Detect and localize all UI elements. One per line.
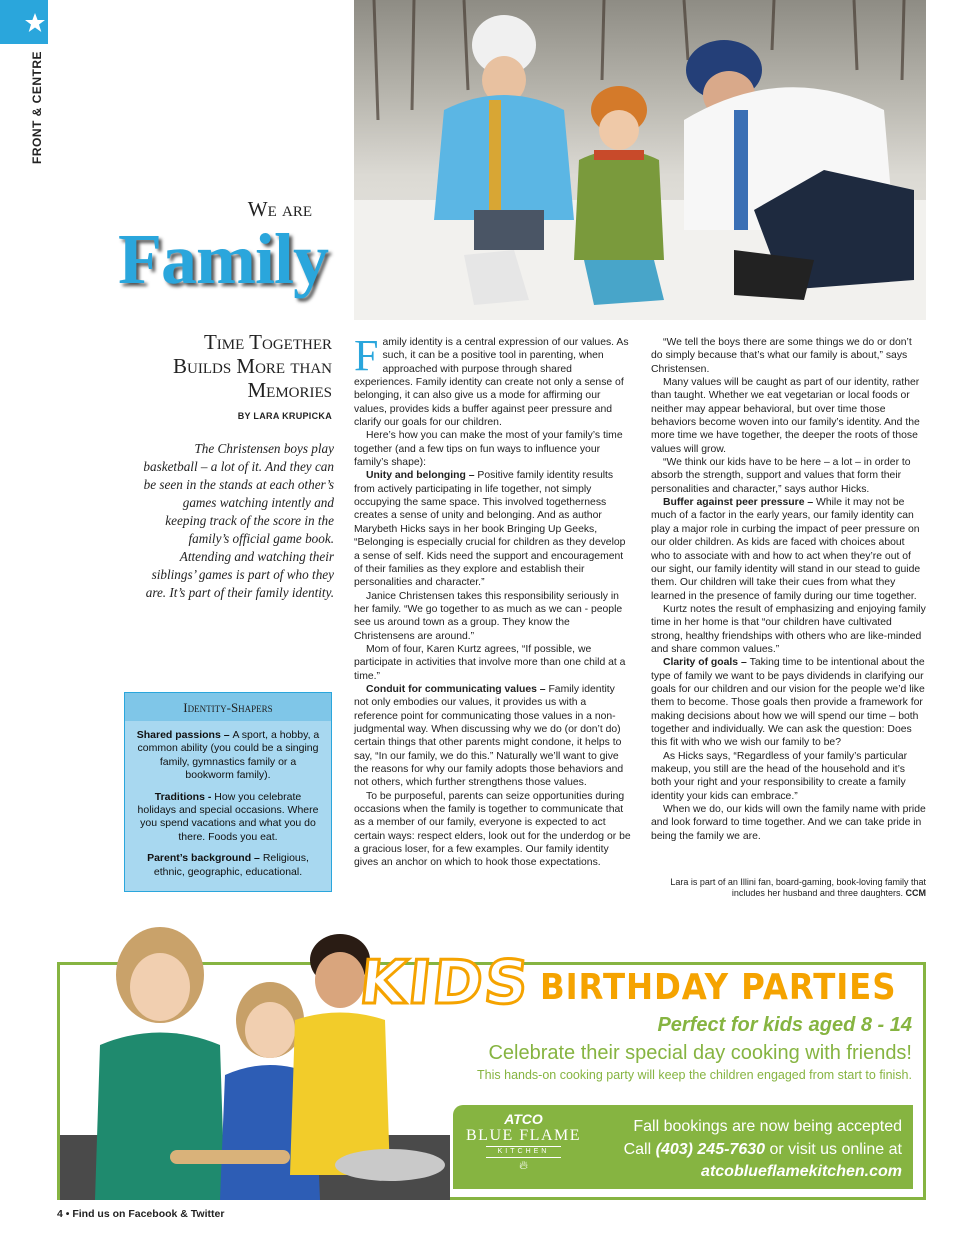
box-item-text: Religious, ethnic, geographic, educational.: [153, 852, 309, 878]
ad-phone-line: Call (403) 245-7630 or visit us online at: [623, 1141, 902, 1158]
ad-birthday-parties-title: BIRTHDAY PARTIES: [540, 967, 897, 1008]
box-title: Identity-Shapers: [125, 693, 331, 721]
ad-kids-title: KIDS: [356, 948, 534, 1018]
family-skating-photo: [354, 0, 926, 320]
subheadline: [120, 330, 332, 402]
article-paragraph: Conduit for communicating values – Family identity not only embodies our values, it provides us with a reference point for communicating those values in a non-judgmental way. When discussing why we do (or don’t do) certain things that other parents might condone, it helps to say, “In our family, we do this.” Naturally we’ll want to give the reasons for why our family adopts those behaviors and not others, which further strengthens those values.: [354, 683, 624, 789]
ad-phone-number[interactable]: (403) 245-7630: [655, 1141, 766, 1158]
article-paragraph: “We think our kids have to be here – a lot – in order to absorb the strength, support and values that form their personalities and character,” says author Hicks.: [651, 457, 911, 495]
ad-tagline: Celebrate their special day cooking with friends!: [488, 1042, 912, 1064]
subhead-line: Memories: [247, 378, 332, 402]
article-paragraph: Here’s how you can make the most of your family’s time together (and a few tips on fun ways to influence your family’s shape):: [354, 430, 623, 469]
star-icon: [24, 12, 46, 34]
article-paragraph: When we do, our kids will own the family name with pride and look forward to time together. And we can take pride in being the family we are.: [651, 804, 926, 842]
ad-website-link[interactable]: atcoblueflamekitchen.com: [701, 1163, 902, 1180]
article-paragraph: Mom of four, Karen Kurtz agrees, “If possible, we participate in activities that involve more than one child at a time.”: [354, 643, 626, 682]
article-paragraph: Buffer against peer pressure – While it may not be much of a factor in the early years, our family identity can play a major role in curbing the impact of peer pressure on our older children. As kids are faced with choices about who to associate with and how to act when they’re out of our sight, our family identity will stand in our stead to guide them. Our children will take their cues from what they learned in the presence of family during our time together.: [651, 497, 921, 602]
article-paragraph: Janice Christensen takes this responsibility seriously in her family. “We go together to as much as we can - people see us around town as a group. They know the Christensens are around.”: [354, 590, 623, 642]
blue-flame-kitchen-logo: ATCO BLUE FLAME KITCHEN 🔥︎: [466, 1111, 581, 1172]
intro-paragraph: The Christensen boys play basketball – a lot of it. And they can be seen in the stands at each other’s games watching intently and keeping track of the score in the family’s official game book. Attending and watching their siblings’ games is part of who they are. It’s part of their family identity.: [143, 441, 334, 600]
ad-age-range: Perfect for kids aged 8 - 14: [657, 1014, 912, 1036]
box-item-term: Shared passions –: [136, 729, 233, 741]
box-item-text: How you celebrate holidays and special occasions. Where you spend vacations and what you do there. Foods you eat.: [137, 790, 319, 843]
box-item-text: A sport, a hobby, a common ability (you could be a singing family, gymnastics family or a bookworm family).: [137, 729, 320, 782]
headline-title: Family: [118, 219, 328, 299]
article-paragraph: “We tell the boys there are some things we do or don’t do simply because that’s what our family is about,” says Christensen.: [651, 337, 912, 375]
section-tab: [0, 0, 48, 44]
subhead-line: Builds More than: [172, 354, 332, 378]
byline: BY LARA KRUPICKA: [237, 411, 332, 421]
box-item: [125, 852, 331, 879]
article-paragraph: As Hicks says, “Regardless of your family’s particular makeup, you still are the head of the household and it’s both your right and your responsibility to create a family identity your kids can embrace.”: [651, 750, 908, 802]
article-paragraph: Kurtz notes the result of emphasizing and enjoying family time in her home is that “our children have cultivated strong, healthy friendships with others who are like-minded and share common values.”: [651, 603, 926, 655]
page-footer: 4 • Find us on Facebook & Twitter: [57, 1208, 225, 1220]
box-item: [125, 729, 331, 783]
box-item: [125, 791, 331, 845]
section-label: FRONT & CENTRE: [30, 51, 44, 164]
article-paragraph: Family identity is a central expression of our values. As such, it can be a positive tool in parenting, when approached with purpose through shared experiences. Family identity can create not only a sense of belonging, it can also give us a mode for affirming our values, provides kids a buffer against peer pressure and clarify our goals for our children.: [354, 331, 629, 429]
author-bio: Lara is part of an Illini fan, board-gaming, book-loving family that includes her husband and three daughters. CCM: [670, 877, 926, 898]
paragraph-heading: Clarity of goals –: [663, 657, 750, 669]
article-paragraph: Unity and belonging – Positive family identity results from actively participating in life together, not simply occupying the same space. This involved togetherness creates a sense of unity and belonging. And as author Marybeth Hicks says in her book Bringing Up Geeks, “Belonging is especially crucial for children as they develop a sense of self. Kids need the support and encouragement of their families as they explore and establish their personalities and character.”: [354, 470, 626, 589]
identity-shapers-box: [124, 692, 332, 892]
paragraph-heading: Buffer against peer pressure –: [663, 497, 817, 509]
article-paragraph: Clarity of goals – Taking time to be intentional about the type of family we want to be pays dividends in clarifying our goals for our children and our vision for the people we’d like them to become. Those goals then provide a framework for making decisions about how we will spend our time – both together and individually. We can ask the question: Does this fit with who we wish our family to be?: [651, 657, 925, 749]
flame-icon: 🔥︎: [519, 1158, 528, 1172]
paragraph-heading: Conduit for communicating values –: [366, 683, 549, 695]
paragraph-heading: Unity and belonging –: [366, 470, 478, 482]
box-item-term: Traditions -: [154, 790, 215, 803]
headline-kicker: We are: [247, 197, 312, 221]
drop-cap: F: [354, 331, 379, 380]
article-paragraph: Many values will be caught as part of our identity, rather than taught. Whether we eat vegetarian or local foods or neither may appear behavioral, but over time those behaviors become woven into our family’s identity. And the more time we have together, the deeper the roots of those values will grow.: [651, 377, 920, 455]
article-column-1: [354, 331, 631, 870]
article-column-2: [651, 336, 926, 843]
ad-bookings-text: Fall bookings are now being accepted: [633, 1118, 902, 1135]
end-mark: CCM: [905, 888, 926, 898]
box-item-term: Parent’s background –: [147, 852, 263, 865]
article-paragraph: To be purposeful, parents can seize opportunities during occasions when the family is together to communicate that as a member of our family, everyone is expected to act certain ways: respect elders, look out for the underdog or be a gracious loser, for a few examples. Our family identity gives an anchor on which to hook those expectations.: [354, 790, 631, 869]
subhead-line: Time Together: [203, 330, 332, 354]
ad-description: This hands-on cooking party will keep the children engaged from start to finish.: [477, 1068, 912, 1082]
